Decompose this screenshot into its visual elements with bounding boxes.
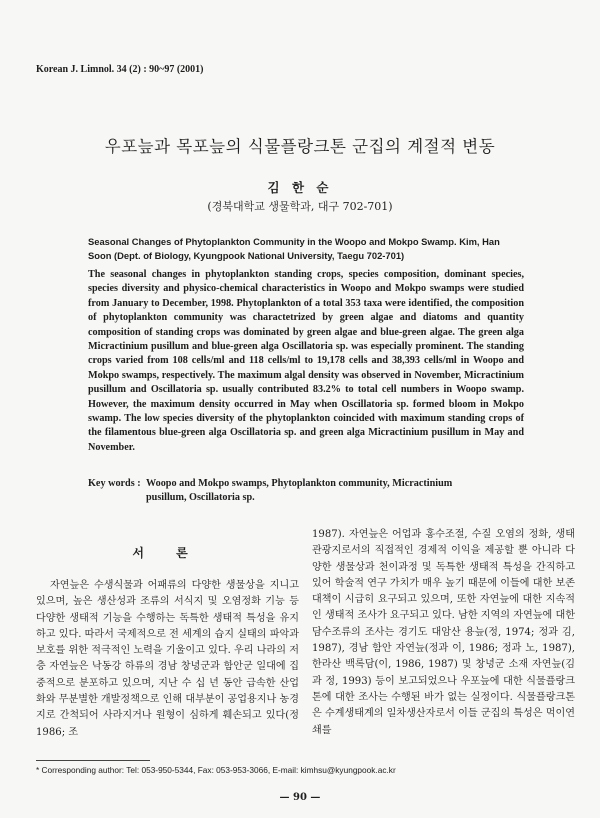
- body-right-column: 1987). 자연늪은 어업과 홍수조절, 수질 오염의 정화, 생태관광지로서의 직접적인 경제적 이익을 제공할 뿐 아니라 다양한 생물상과 천이과정 및 독특한 생태적 특성을 간직하고 있어 학술적 연구 가치가 매우 높기 때문에 이들에 대한 보존 대책이 시급히 요구되고 있으며, 또한 자연늪에 대한 지속적인 생태적 조사가 요구되고 있다. 남한 지역의 자연늪에 대한 담수조류의 조사는 경기도 대암산 용늪(정, 1974; 정과 김, 1987), 경남 함안 자연늪(정과 이, 1986; 정과 노, 1987), 한라산 백록담(이, 1986, 1987) 및 창녕군 소재 자연늪(김과 정, 1993) 등이 보고되었으나 우포늪에 대한 식물플랑크톤에 대한 조사는 수행된 바가 없는 실정이다. 식물플랑크톤은 수계생태계의 일차생산자로서 이들 군집의 특성은 먹이연쇄를: [312, 529, 576, 736]
- korean-affiliation: (경북대학교 생물학과, 대구 702-701): [207, 200, 393, 213]
- english-abstract: The seasonal changes in phytoplankton standing crops, species composition, dominant species, species diversity and physico-chemical characteristics in Woopo and Mokpo swamps were studied from January to December, 1998. Phytoplankton of a total 353 taxa were identified, the composition of phytoplankton community was charactetrized by green algae and diatoms and quantity composition of standing crops was dominated by green algae and blue-green algae. The green alga Micractinium pusillum and blue-green alga Oscillatoria sp. was especially prominent. The standing crops varied from 108 cells/ml and 118 cells/ml to 19,178 cells and 38,393 cells/ml in Woopo and Mokpo swamps, respectively. The maximum algal density was observed in November, Micractinium pusillum and Oscillatoria sp. usually contributed 83.2% to total cell numbers in Woopo swamp. However, the maximum density occurred in May when Oscillatoria sp. formed bloom in Mokpo swamp. The low species diversity of the phytoplankton coincided with maximum standing crops of the filamentous blue-green alga Oscillatoria sp. and green alga Micractinium pusillum in May and November.: [88, 269, 524, 453]
- english-title: Seasonal Changes of Phytoplankton Community in the Woopo and Mokpo Swamp. Kim, Han Soon (Dept. of Biology, Kyungpook National University, Taegu 702-701): [88, 236, 500, 261]
- journal-reference: Korean J. Limnol. 34 (2) : 90~97 (2001): [36, 64, 204, 75]
- korean-author: 김 한 순: [267, 180, 333, 195]
- page-number: — 90 —: [279, 792, 321, 803]
- footnote-divider: [36, 760, 150, 761]
- keywords: [88, 477, 524, 506]
- section-heading-introduction: 서 론: [132, 546, 202, 560]
- keywords-line-1: Woopo and Mokpo swamps, Phytoplankton community, Micractinium: [146, 478, 453, 489]
- corresponding-author-footnote: * Corresponding author: Tel: 053-950-5344, Fax: 053-953-3066, E-mail: kimhsu@kyungpook.ac.kr: [36, 765, 396, 775]
- keywords-label: Key words :: [88, 478, 141, 489]
- body-left-column: 자연늪은 수생식물과 어패류의 다양한 생물상을 지니고 있으며, 높은 생산성과 조류의 서식지 및 오염정화 기능 등 다양한 생태적 기능을 수행하는 독특한 생태적 특성을 유지하고 있다. 따라서 국제적으로 전 세계의 습지 실태의 파악과 보호를 위한 적극적인 노력을 기울이고 있다. 우리 나라의 저층 자연늪은 낙동강 하류의 경남 창녕군과 함안군 일대에 집중적으로 분포하고 있으며, 지난 수 십 년 동안 급속한 산업화와 무분별한 개발정책으로 인해 대부분이 공업용지나 농경지로 간척되어 사라지거나 원형이 심하게 훼손되고 있다(정 1986; 조: [36, 580, 300, 738]
- korean-title: 우포늪과 목포늪의 식물플랑크톤 군집의 계절적 변동: [104, 137, 496, 156]
- keywords-line-2: pusillum, Oscillatoria sp.: [146, 492, 255, 504]
